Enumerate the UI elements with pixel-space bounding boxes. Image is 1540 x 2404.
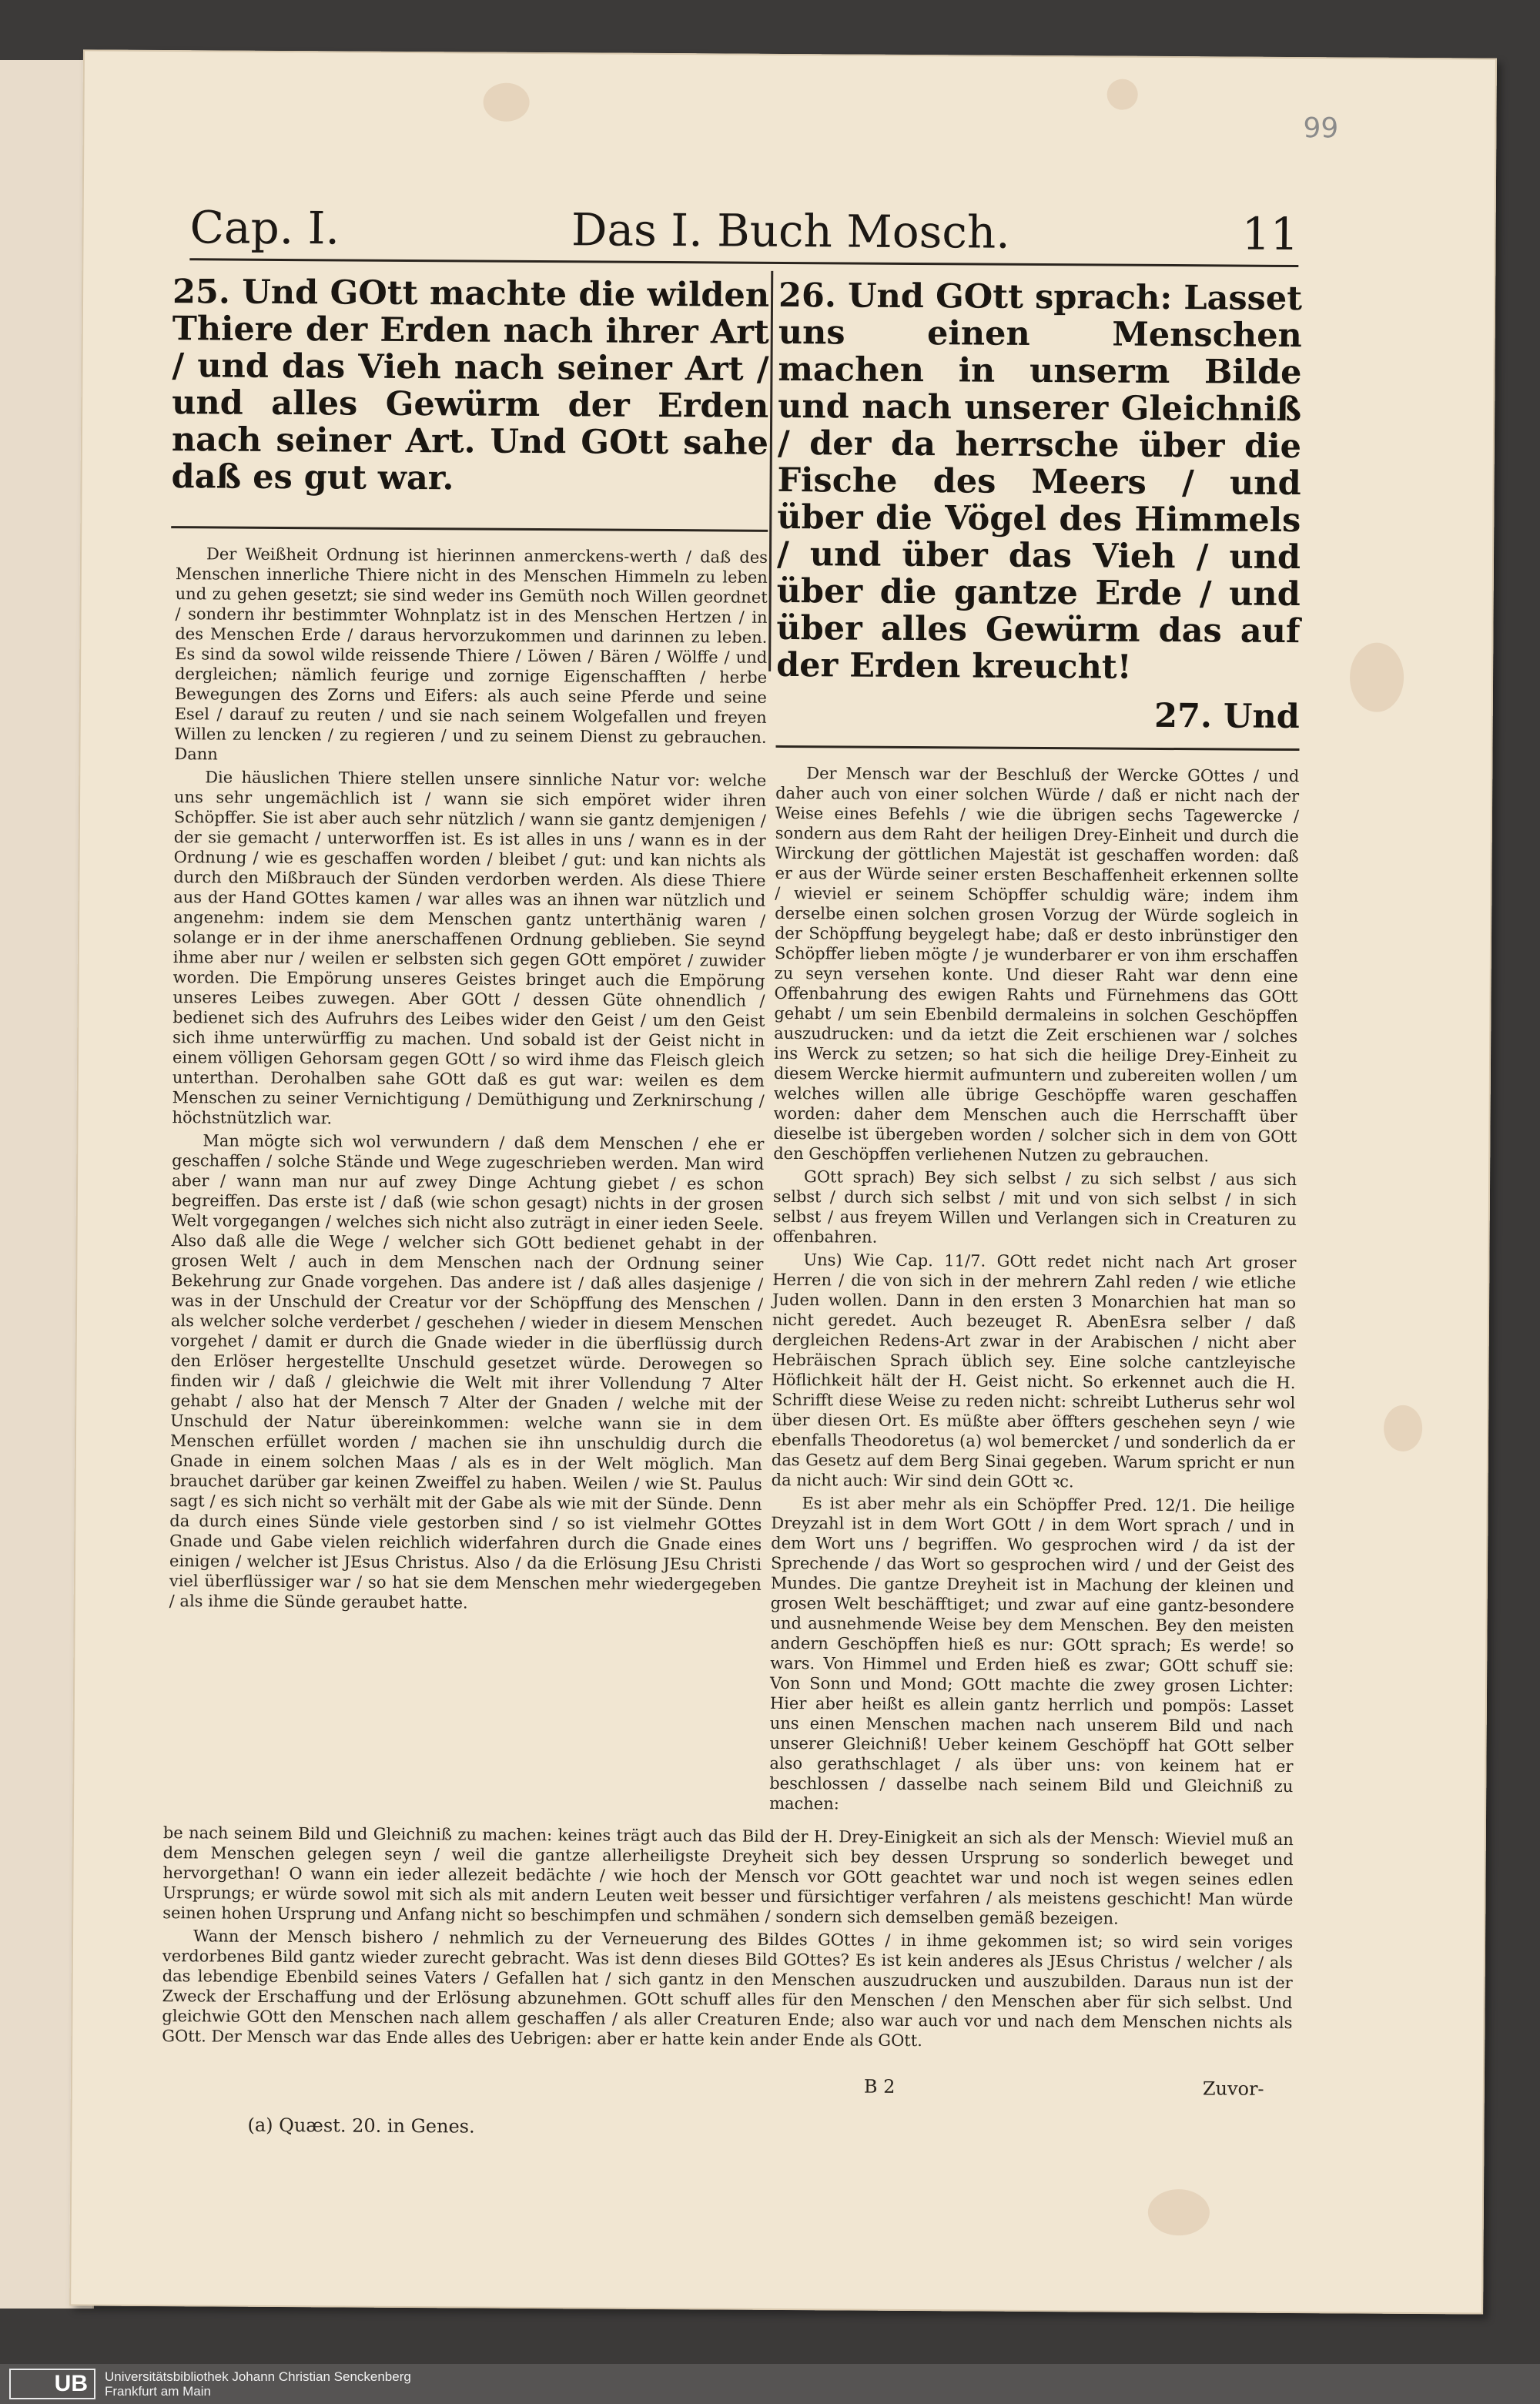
commentary-paragraph: Uns) Wie Cap. 11/7. GOtt redet nicht nach Art groser Herren / die von sich in der mehrern Zahl reden / wie etliche Juden wollen. Dann in den ersten 3 Monarchien hat man so nicht geredet. Auch bezeuget R. AbenEsra selber / daß dergleichen Redens-Art zwar in der Arabischen / nicht aber Hebräischen Sprach üblich sey. Eine solche cantzleyische Höflichkeit hält der H. Geist nicht. So erkennet auch die H. Schrifft diese Weise zu reden nicht: schreibt Lutherus sehr wol über diesen Ort. Es müßte aber öffters geschehen seyn / wie ebenfalls Theodoretus (a) wol bemercket / und sonderlich da er das Gesetz auf dem Berg Sinai gegeben. Warum spricht er nun da nicht auch: Wir sind dein GOtt ꝛc.: [771, 1251, 1297, 1492]
library-footer-bar: [0, 2364, 1540, 2404]
left-column: [165, 273, 770, 1618]
library-name: Universitätsbibliothek Johann Christian Senckenberg: [105, 2369, 411, 2384]
commentary-paragraph: be nach seinem Bild und Gleichniß zu machen: keines trägt auch das Bild der H. Drey-Einigkeit an sich als der Mensch: Wieviel muß an dem Menschen gelegen seyn / weil die gantze allerheiligste Dreyheit sich bey dessen Ursprung so sonderlich beweget und hervorgethan! O wann ein ieder allezeit bedächte / wie hoch der Mensch vor GOtt geachtet war und noch ist wegen seines edlen Ursprungs; er würde sowol mit sich als mit andern Leuten weit besser und fürsichtiger verfahren / als meistens geschicht! Man würde seinen hohen Ursprung und Anfang nicht so beschimpfen und schmähen / sondern sich demselben gemäß bezeigen.: [162, 1823, 1294, 1928]
commentary-paragraph: Man mögte sich wol verwundern / daß dem Menschen / ehe er geschaffen / solche Stände und Wege zugeschrieben werden. Man wird aber / wann man nur auf zwey Dinge Achtung giebet / es schon begreiffen. Das erste ist / daß (wie schon gesagt) nichts in der grosen Welt vorgegangen / welches sich nicht also zuträgt in einer ieden Seele. Also daß alle die Wege / welcher sich GOtt bedienet gehabt in der grosen Welt / auch in dem Menschen nach der Ordnung seiner Bekehrung zur Gnade vorgehen. Das andere ist / daß alles dasjenige / was in der Unschuld der Creatur vor der Schöpffung des Menschen / als welcher solche verderbet / geschehen / wieder in diesem Menschen vorgehet / damit er durch die Gnade wieder in die überflüssig durch den Erlöser hergestellte Unschuld gesetzet würde. Derowegen so finden wir / daß / gleichwie die Welt mit ihrer Vollendung 7 Alter gehabt / also hat der Mensch 7 Alter der Gnaden / welche mit der Unschuld der Natur übereinkommen: welche wann sie in dem Menschen erfüllet worden / machen sie ihn unschuldig durch die Gnade in einem solchen Maas / als es in der Welt möglich. Man brauchet darüber gar keinen Zweiffel zu haben. Weilen / wie St. Paulus sagt / es sich nicht so verhält mit der Gabe als wie mit der Sünde. Denn da durch eines Sünde viele gestorben sind / so ist vielmehr GOttes Gnade und Gabe vielen reichlich widerfahren durch die Gnade eines einigen / welcher ist JEsus Christus. Also / da die Erlösung JEsu Christi viel überflüssiger war / so hat sie dem Menschen mehr wiedergegeben / als ihme die Sünde geraubet hatte.: [169, 1131, 765, 1612]
commentary-paragraph: GOtt sprach) Bey sich selbst / zu sich selbst / aus sich selbst / durch sich selbst / mit und von sich selbst / in sich selbst / aus freyem Willen und Verlangen sich in Creaturen zu offenbahren.: [772, 1167, 1297, 1247]
header-chapter: Cap. I.: [189, 201, 340, 255]
verse-catchword: 27. Und: [1153, 696, 1300, 737]
logo-text: UB: [54, 2371, 88, 2396]
footnote: (a) Quæst. 20. in Genes.: [247, 2114, 475, 2138]
pencil-folio-number: 99: [1303, 112, 1339, 145]
paper-stain: [1350, 642, 1404, 711]
left-commentary: [169, 544, 768, 1615]
commentary-paragraph: Der Mensch war der Beschluß der Wercke GOttes / und daher auch von einer solchen Würde / daß er nicht nach der Weise eines Befehls / wie die übrigen sechs Tagewercke / sondern aus dem Raht der heiligen Drey-Einheit und durch die Wirckung der göttlichen Majestät ist geschaffen worden: daß er aus der Würde seiner ersten Beschaffenheit erkennen sollte / wieviel er seinem Schöpffer schuldig wäre; indem ihm derselbe einen solchen grosen Vorzug der Würde sogleich in der Schöpffung beygelegt habe; daß er desto inbrünstiger den Schöpffer lieben mögte / je wunderbarer er von ihm erschaffen zu seyn versehen konte. Und dieser Raht war denn eine Offenbahrung des ewigen Rahts und Fürnehmens das GOtt gehabt / um sein Ebenbild dermaleins in solchen Geschöpffen auszudrucken: und da ietzt die Zeit erschienen war / solches ins Werck zu setzen; so hat sich die heilige Drey-Einheit zu diesem Wercke hiermit aufmuntern und zubereiten wollen / um welches willen alle übrige Geschöpffe waren geschaffen worden: daher dem Menschen auch die Herrschafft über dieselbe ist übergeben worden / solcher sich in dem von GOtt den Geschöpffen verliehenen Nutzen zu gebrauchen.: [773, 764, 1300, 1166]
paper-stain: [1148, 2189, 1210, 2235]
verse-25: 25. Und GOtt machte die wilden Thiere der Erden nach ihrer Art / und das Vieh nach seiner Art / und alles Gewürm der Erden nach seiner Art. Und GOtt sahe daß es gut war.: [171, 273, 770, 498]
commentary-paragraph: Die häuslichen Thiere stellen unsere sinnliche Natur vor: welche uns sehr ungemächlich ist / wann sie sich empöret wider ihren Schöpffer. Sie ist aber auch sehr nützlich / wann sie gantz demjenigen / der sie gemacht / unterworffen ist. Es ist alles in uns / wann es in der Ordnung / wie es geschaffen worden / bleibet / gut: und kan nichts als durch den Mißbrauch der Sünden verdorben werden. Als diese Thiere aus der Hand GOttes kamen / war alles was an ihnen war nützlich und angenehm: indem sie dem Menschen gantz unterthänig waren / solange er in der ihme anerschaffenen Ordnung geblieben. Sie seynd ihme aber nur / weilen er selbsten sich gegen GOtt empöret / zuwider worden. Die Empörung unseres Geistes bringet auch die Empörung unseres Leibes zuwegen. Aber GOtt / dessen Güte ohnendlich / bedienet sich des Aufruhrs des Leibes wider den Geist / um den Geist sich ihme unterwürffig zu machen. Und sobald ist der Geist nicht in einem völligen Gehorsam gegen GOtt / so wird ihme das Fleisch gleich unterthan. Derohalben sahe GOtt daß es gut war: weilen es dem Menschen zu seiner Vernichtigung / Demüthigung und Zerknirschung / höchstnützlich war.: [172, 768, 767, 1128]
column-divider: [768, 271, 773, 671]
header-page-number: 11: [1241, 207, 1299, 261]
paper-stain: [483, 83, 529, 122]
catchword: Zuvor-: [1202, 2078, 1264, 2100]
bottom-commentary: [162, 1823, 1294, 2056]
document-page: [69, 49, 1497, 2314]
library-credit: [105, 2369, 411, 2399]
library-logo: [9, 2369, 95, 2399]
commentary-paragraph: Es ist aber mehr als ein Schöpffer Pred. 12/1. Die heilige Dreyzahl ist in dem Wort GOtt / in dem Wort sprach / und in dem Wort uns / begriffen. Wo gesprochen wird / da ist der Sprechende / das Wort so gesprochen wird / und der Geist des Mundes. Die gantze Dreyheit ist in Machung der kleinen und grosen Welt beschäfftiget; und zwar auf eine gantz-besondere und ausnehmende Weise bey dem Menschen. Bey den meisten andern Geschöpffen hieß es nur: GOtt sprach; Es werde! so wars. Von Himmel und Erden hieß es zwar; GOtt schuff sie: Von Sonn und Mond; GOtt machte die zwey grosen Lichter: Hier aber heißt es allein gantz herrlich und pompös: Lasset uns einen Menschen machen nach unserem Bild und nach unserer Gleichniß! Ueber keinem Geschöpff hat GOtt selber also gerathschlaget / als über uns: von keinem hat er beschlossen / dasselbe nach seinem Bild und Gleichniß zu machen:: [769, 1494, 1295, 1813]
library-city: Frankfurt am Main: [105, 2384, 211, 2399]
right-column: [769, 277, 1302, 1820]
header-title: Das I. Buch Mosch.: [571, 203, 1010, 259]
signature-mark: B 2: [863, 2075, 896, 2098]
verse-rule: [171, 526, 768, 532]
paper-stain: [1384, 1405, 1422, 1451]
verse-26: 26. Und GOtt sprach: Lasset uns einen Menschen machen in unserm Bilde und nach unserer Gleichniß / der da herrsche über die Fische des Meers / und über die Vögel des Himmels / und über das Vieh / und über die gantze Erde / und über alles Gewürm das auf der Erden kreucht!: [775, 276, 1303, 687]
commentary-paragraph: Der Weißheit Ordnung ist hierinnen anmerckens-werth / daß des Menschen innerliche Thiere nicht in des Menschen Himmeln zu leben und zu gehen gesetzt; sie sind weder ins Gemüth noch Willen geordnet / sondern ihr bestimmter Wohnplatz ist in des Menschen Hertzen / in des Menschen Erde / daraus hervorzukommen und darinnen zu leben. Es sind da sowol wilde reissende Thiere / Löwen / Bären / Wölffe / und dergleichen; nämlich feurige und zornige Eigenschafften / herbe Bewegungen des Zorns und Eifers: als auch seine Pferde und seine Esel / darauf zu reuten / und sie nach seinem Wolgefallen und freyen Willen zu lencken / zu regieren / und zu seinem Dienst zu gebrauchen. Dann: [174, 544, 768, 764]
verse-rule: [775, 745, 1299, 751]
running-header: [189, 196, 1298, 267]
paper-stain: [1107, 79, 1138, 110]
commentary-paragraph: Wann der Mensch bishero / nehmlich zu der Verneuerung des Bildes GOttes / in ihme gekommen ist; so wird sein voriges verdorbenes Bild gantz wieder zurecht gebracht. Was ist denn dieses Bild GOttes? Es ist kein anderes als JEsus Christus / welcher / als das lebendige Ebenbild seines Vaters / Gefallen hat / sich gantz in den Menschen auszudrucken und auszubilden. Daraus nun ist der Zweck der Erschaffung und der Erlösung abzunehmen. GOtt schuff alles für den Menschen / den Menschen aber für sich selbst. Und gleichwie GOtt den Menschen nach allem geschaffen / als aller Creaturen Ende; also war auch vor und nach dem Menschen nichts als GOtt. Der Mensch war das Ende alles des Uebrigen: aber er hatte kein ander Ende als GOtt.: [162, 1927, 1294, 2051]
